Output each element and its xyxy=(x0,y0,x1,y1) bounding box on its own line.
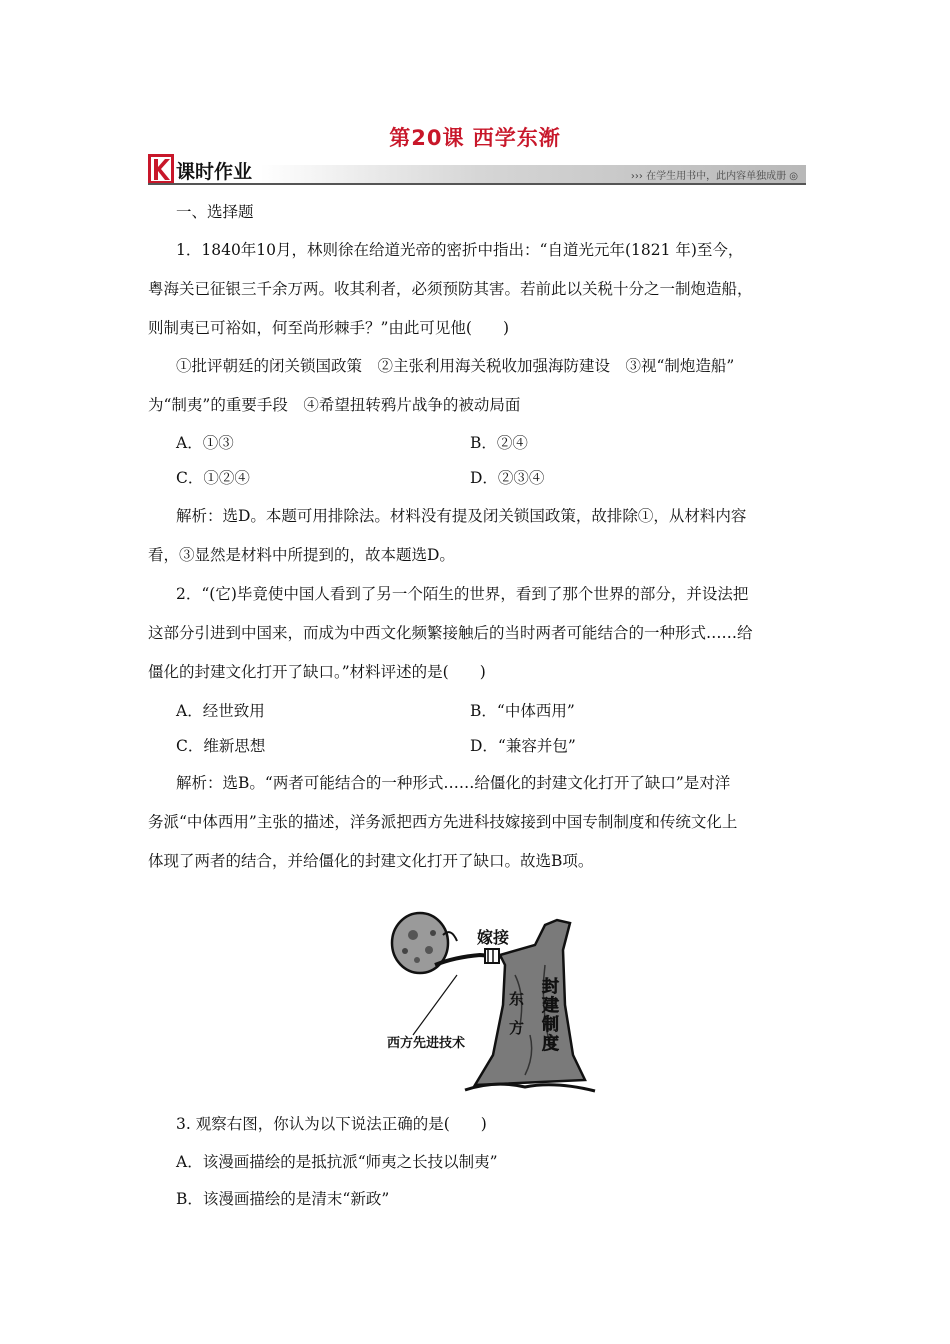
q1-analysis-2: 看，③显然是材料中所提到的，故本题选D。 xyxy=(148,546,455,564)
q1-line-3: 则制夷已可裕如，何至尚形棘手？”由此可见他( ) xyxy=(148,319,510,337)
q1-option-a: A．①③ xyxy=(176,434,234,452)
banner-note: ››› 在学生用书中，此内容单独成册 ◎ xyxy=(630,171,798,182)
banner-rule xyxy=(148,183,806,185)
homework-banner xyxy=(148,154,806,186)
page-title: 第20课 西学东渐 xyxy=(389,126,561,150)
q3-option-a: A．该漫画描绘的是抵抗派“师夷之长技以制夷” xyxy=(176,1153,498,1171)
q1-line-1: 1．1840年10月，林则徐在给道光帝的密折中指出：“自道光元年(1821 年)至今， xyxy=(176,241,744,259)
q1-option-c: C．①②④ xyxy=(176,469,250,487)
root-label: 小农经济 xyxy=(481,1091,534,1105)
q2-line-3: 僵化的封建文化打开了缺口。”材料评述的是( ) xyxy=(148,663,486,681)
grafting-cartoon xyxy=(385,905,600,1105)
q1-statement-2: 为“制夷”的重要手段 ④希望扭转鸦片战争的被动局面 xyxy=(148,396,521,414)
q3-option-b: B．该漫画描绘的是清末“新政” xyxy=(176,1190,390,1208)
q2-line-2: 这部分引进到中国来，而成为中西文化频繁接触后的当时两者可能结合的一种形式……给 xyxy=(148,624,753,642)
q2-option-c: C．维新思想 xyxy=(176,737,266,755)
graft-label: 嫁接 xyxy=(477,928,510,947)
q1-statement-1: ①批评朝廷的闭关锁国政策 ②主张利用海关税收加强海防建设 ③视“制炮造船” xyxy=(176,357,735,375)
q2-analysis-2: 务派“中体西用”主张的描述，洋务派把西方先进科技嫁接到中国专制制度和传统文化上 xyxy=(148,813,738,831)
west-label: 西方先进技术 xyxy=(387,1036,466,1051)
q2-analysis-3: 体现了两者的结合，并给僵化的封建文化打开了缺口。故选B项。 xyxy=(148,852,594,870)
k-logo-icon xyxy=(148,154,174,184)
q1-line-2: 粤海关已征银三千余万两。收其利者，必须预防其害。若前此以关税十分之一制炮造船， xyxy=(148,280,753,298)
east-label: 东方 xyxy=(507,991,525,1049)
q1-option-b: B．②④ xyxy=(470,434,528,452)
q3-stem: 3. 观察右图，你认为以下说法正确的是( ) xyxy=(176,1115,487,1133)
feudal-label: 封建制度 xyxy=(538,977,558,1053)
q2-line-1: 2．“(它)毕竟使中国人看到了另一个陌生的世界，看到了那个世界的部分，并设法把 xyxy=(176,585,749,603)
q1-analysis-1: 解析：选D。本题可用排除法。材料没有提及闭关锁国政策，故排除①，从材料内容 xyxy=(176,507,747,525)
q2-analysis-1: 解析：选B。“两者可能结合的一种形式……给僵化的封建文化打开了缺口”是对洋 xyxy=(176,774,731,792)
banner-label: 课时作业 xyxy=(176,161,253,183)
q2-option-b: B．“中体西用” xyxy=(470,702,575,720)
section-heading: 一、选择题 xyxy=(176,203,254,221)
q1-option-d: D．②③④ xyxy=(470,469,545,487)
q2-option-d: D．“兼容并包” xyxy=(470,737,576,755)
q2-option-a: A．经世致用 xyxy=(176,702,265,720)
